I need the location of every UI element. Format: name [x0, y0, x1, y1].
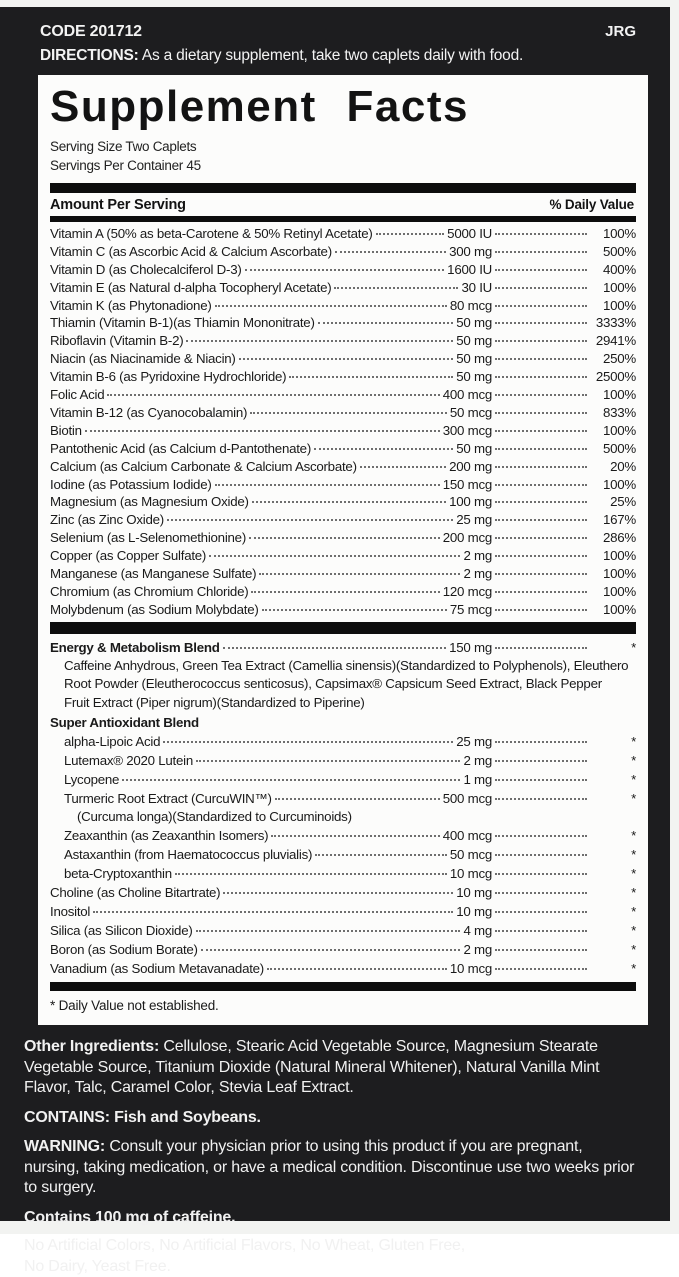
ingredient-daily-value: * — [631, 923, 636, 939]
ingredient-amount: 50 mg — [456, 333, 492, 349]
ingredient-daily-value: 25% — [610, 494, 636, 510]
ingredient-daily-value: * — [631, 752, 636, 768]
dot-leader — [495, 892, 587, 894]
table-row — [50, 902, 636, 921]
dot-leader — [495, 798, 587, 800]
table-row — [50, 826, 636, 845]
table-row — [50, 458, 636, 476]
dot-leader — [495, 779, 587, 781]
ingredient-amount: 500 mcg — [442, 790, 492, 806]
daily-value-header: % Daily Value — [549, 196, 634, 212]
caffeine-statement: Contains 100 mg of caffeine. — [24, 1208, 236, 1226]
table-row — [50, 751, 636, 770]
table-row — [50, 845, 636, 864]
dot-leader — [495, 358, 587, 360]
dot-leader — [215, 305, 447, 307]
table-row — [50, 638, 636, 657]
ingredient-name: Vitamin K (as Phytonadione) — [50, 297, 212, 313]
ingredient-amount: 10 mg — [456, 885, 492, 901]
ingredient-daily-value: * — [631, 828, 636, 844]
dot-leader — [495, 968, 587, 970]
ingredient-name: Vanadium (as Sodium Metavanadate) — [50, 961, 264, 977]
table-row — [50, 332, 636, 350]
ingredient-daily-value: * — [631, 771, 636, 787]
ingredient-daily-value: * — [631, 866, 636, 882]
contains-statement: CONTAINS: Fish and Soybeans. — [24, 1108, 261, 1126]
ingredient-daily-value: 833% — [602, 404, 636, 420]
table-row — [50, 583, 636, 601]
dot-leader — [251, 591, 439, 593]
dot-leader — [495, 573, 587, 575]
ingredient-name: Selenium (as L-Selenomethionine) — [50, 530, 246, 546]
ingredient-amount: 2 mg — [463, 548, 492, 564]
table-row — [50, 713, 636, 732]
region-code: JRG — [605, 23, 636, 40]
dot-leader — [495, 466, 587, 468]
dot-leader — [495, 305, 587, 307]
ingredient-name: Calcium (as Calcium Carbonate & Calcium Ascorbate) — [50, 458, 357, 474]
dot-leader — [495, 555, 587, 557]
ingredient-daily-value: 100% — [602, 584, 636, 599]
table-row — [50, 511, 636, 529]
ingredient-amount: 50 mg — [456, 315, 492, 331]
ingredient-name: Thiamin (Vitamin B-1)(as Thiamin Mononitrate) — [50, 315, 315, 331]
dot-leader — [495, 448, 587, 450]
ingredient-daily-value: 2941% — [595, 333, 636, 349]
dot-leader — [495, 233, 587, 235]
table-row — [50, 297, 636, 315]
ingredient-name: Zeaxanthin (as Zeaxanthin Isomers) — [64, 828, 269, 844]
dot-leader — [314, 448, 453, 450]
ingredient-daily-value: 100% — [602, 297, 636, 313]
dot-leader — [262, 609, 447, 611]
table-row — [50, 921, 636, 940]
ingredient-daily-value: * — [631, 961, 636, 977]
dot-leader — [318, 322, 454, 324]
warning-statement — [24, 1137, 640, 1199]
ingredient-daily-value: * — [631, 733, 636, 749]
directions-label: DIRECTIONS: — [40, 47, 139, 64]
ingredient-daily-value: 100% — [602, 476, 636, 492]
daily-value-footnote: * Daily Value not established. — [50, 998, 219, 1014]
dot-leader — [495, 430, 587, 432]
table-row — [50, 279, 636, 297]
ingredient-name: Chromium (as Chromium Chloride) — [50, 584, 249, 599]
table-header-row — [50, 193, 636, 216]
table-row — [50, 386, 636, 404]
ingredient-daily-value: 100% — [602, 225, 636, 241]
ingredient-amount: 2 mg — [463, 752, 492, 768]
other-ingredients-label: Other Ingredients: — [24, 1038, 160, 1056]
label-footer — [0, 1025, 670, 1277]
table-row — [50, 261, 636, 279]
table-row — [50, 565, 636, 583]
dot-leader — [376, 233, 445, 235]
dot-leader — [289, 376, 453, 378]
dot-leader — [93, 911, 453, 913]
dot-leader — [495, 322, 587, 324]
ingredient-amount: 10 mg — [456, 904, 492, 920]
table-row — [50, 422, 636, 440]
ingredient-name: Lycopene — [64, 771, 120, 787]
ingredient-daily-value: * — [631, 790, 636, 806]
ingredient-daily-value: 100% — [602, 566, 636, 582]
ingredient-name: Lutemax® 2020 Lutein — [64, 752, 193, 768]
warning-text: Consult your physician prior to using this product if you are pregnant, nursing, taking medication, or have a medical condition. Discontinue use two weeks prior to surgery. — [24, 1138, 635, 1197]
dot-leader — [201, 949, 461, 951]
ingredient-amount: 200 mcg — [442, 530, 492, 546]
dot-leader — [175, 873, 447, 875]
dot-leader — [196, 760, 460, 762]
ingredient-name: beta-Cryptoxanthin — [64, 866, 172, 882]
ingredient-daily-value: 20% — [610, 458, 636, 474]
ingredient-daily-value: 100% — [602, 601, 636, 617]
ingredient-name: Biotin — [50, 422, 82, 438]
ingredient-daily-value: * — [631, 639, 636, 655]
dot-leader — [167, 519, 453, 521]
dot-leader — [495, 340, 587, 342]
ingredient-daily-value: 400% — [602, 261, 636, 277]
other-ingredients — [24, 1037, 640, 1099]
table-row — [50, 368, 636, 386]
other-ingredients-text: Cellulose, Stearic Acid Vegetable Source, Magnesium Stearate Vegetable Source, Titanium Dioxide (Natural Mineral Whitener), Natural Vanilla Mint Flavor, Talc, Caramel Color, Stevia Leaf Extract. — [24, 1038, 600, 1097]
dot-leader — [495, 251, 587, 253]
ingredient-amount: 10 mcg — [449, 961, 492, 977]
supplement-facts-panel — [38, 75, 648, 1025]
ingredient-daily-value: * — [631, 942, 636, 958]
dot-leader — [495, 835, 587, 837]
ingredient-amount: 300 mcg — [442, 422, 492, 438]
supplement-facts-title: Supplement Facts — [50, 82, 469, 131]
dot-leader — [275, 798, 440, 800]
table-row — [50, 314, 636, 332]
ingredient-daily-value: 500% — [602, 440, 636, 456]
table-row — [50, 243, 636, 261]
dot-leader — [186, 340, 453, 342]
ingredient-name: alpha-Lipoic Acid — [64, 733, 161, 749]
dot-leader — [107, 394, 439, 396]
dot-leader — [495, 911, 587, 913]
dot-leader — [495, 287, 587, 289]
table-row — [50, 493, 636, 511]
ingredient-daily-value: 250% — [602, 351, 636, 367]
ingredient-amount: 400 mcg — [442, 828, 492, 844]
dot-leader — [495, 269, 587, 271]
table-row — [50, 225, 636, 243]
dot-leader — [495, 949, 587, 951]
dot-leader — [495, 760, 587, 762]
ingredient-name: Molybdenum (as Sodium Molybdate) — [50, 601, 259, 617]
dot-leader — [223, 647, 447, 649]
divider-bar — [50, 183, 636, 193]
dot-leader — [495, 741, 587, 743]
ingredient-daily-value: 3333% — [595, 315, 636, 331]
ingredient-name: Riboflavin (Vitamin B-2) — [50, 333, 184, 349]
ingredient-name: Vitamin E (as Natural d-alpha Tocopheryl Acetate) — [50, 279, 332, 295]
ingredient-table — [50, 222, 636, 991]
table-row — [50, 789, 636, 808]
ingredient-name: Pantothenic Acid (as Calcium d-Pantothenate) — [50, 440, 312, 456]
table-row — [50, 476, 636, 494]
dot-leader — [335, 251, 446, 253]
divider-bar — [50, 622, 636, 634]
ingredient-name: Zinc (as Zinc Oxide) — [50, 512, 164, 528]
ingredient-amount: 1600 IU — [447, 261, 492, 277]
ingredient-daily-value: 2500% — [595, 369, 636, 385]
divider-bar — [50, 982, 636, 991]
table-row — [50, 529, 636, 547]
table-row — [50, 404, 636, 422]
ingredient-amount: 25 mg — [456, 512, 492, 528]
ingredient-daily-value: 100% — [602, 548, 636, 564]
ingredient-amount: 4 mg — [463, 923, 492, 939]
dot-leader — [250, 412, 447, 414]
ingredient-amount: 2 mg — [463, 566, 492, 582]
ingredient-amount: 30 IU — [461, 279, 492, 295]
ingredient-amount: 50 mg — [456, 440, 492, 456]
ingredient-amount: 25 mg — [456, 733, 492, 749]
ingredient-daily-value: * — [631, 847, 636, 863]
ingredient-name: Niacin (as Niacinamide & Niacin) — [50, 351, 236, 367]
ingredient-amount: 5000 IU — [447, 225, 492, 241]
ingredient-daily-value: 100% — [602, 422, 636, 438]
ingredient-name: Boron (as Sodium Borate) — [50, 942, 198, 958]
ingredient-amount: 50 mcg — [449, 847, 492, 863]
dot-leader — [249, 537, 440, 539]
ingredient-name: Turmeric Root Extract (CurcuWIN™) — [64, 790, 272, 806]
ingredient-amount: 200 mg — [449, 458, 492, 474]
dot-leader — [495, 591, 587, 593]
ingredient-amount: 50 mcg — [449, 404, 492, 420]
dot-leader — [239, 358, 454, 360]
dot-leader — [360, 466, 446, 468]
dot-leader — [495, 537, 587, 539]
ingredient-amount: 120 mcg — [442, 584, 492, 599]
ingredient-name: Folic Acid — [50, 387, 105, 403]
dot-leader — [245, 269, 445, 271]
warning-label: WARNING: — [24, 1138, 106, 1156]
ingredient-name: Iodine (as Potassium Iodide) — [50, 476, 212, 492]
ingredient-amount: 1 mg — [463, 771, 492, 787]
ingredient-amount: 2 mg — [463, 942, 492, 958]
table-row — [50, 883, 636, 902]
dot-leader — [315, 854, 447, 856]
blend-description: (Curcuma longa)(Standardized to Curcuminoids) — [77, 808, 352, 824]
dot-leader — [495, 484, 587, 486]
ingredient-name: Choline (as Choline Bitartrate) — [50, 885, 221, 901]
servings-per-container: Servings Per Container 45 — [50, 157, 201, 173]
product-code: CODE 201712 — [40, 23, 142, 40]
table-row — [50, 940, 636, 959]
directions-text: As a dietary supplement, take two caplets daily with food. — [141, 47, 524, 64]
dot-leader — [122, 779, 460, 781]
ingredient-name: Super Antioxidant Blend — [50, 714, 199, 730]
ingredient-name: Silica (as Silicon Dioxide) — [50, 923, 193, 939]
table-row — [50, 440, 636, 458]
ingredient-name: Copper (as Copper Sulfate) — [50, 548, 207, 564]
table-row — [50, 770, 636, 789]
ingredient-amount: 50 mg — [456, 351, 492, 367]
table-row — [50, 350, 636, 368]
dot-leader — [495, 394, 587, 396]
ingredient-amount: 400 mcg — [442, 387, 492, 403]
table-row — [50, 959, 636, 978]
table-row — [50, 547, 636, 565]
ingredient-name: Astaxanthin (from Haematococcus pluvialis) — [64, 847, 313, 863]
claims-line-2: No Dairy, Yeast Free. — [24, 1257, 171, 1275]
claims-statement — [24, 1236, 640, 1277]
dot-leader — [259, 573, 460, 575]
ingredient-daily-value: 286% — [602, 530, 636, 546]
ingredient-name: Vitamin B-12 (as Cyanocobalamin) — [50, 404, 248, 420]
dot-leader — [495, 412, 587, 414]
ingredient-name: Inositol — [50, 904, 91, 920]
ingredient-amount: 100 mg — [449, 494, 492, 510]
ingredient-name: Vitamin A (50% as beta-Carotene & 50% Retinyl Acetate) — [50, 225, 373, 241]
ingredient-name: Magnesium (as Magnesium Oxide) — [50, 494, 249, 510]
ingredient-daily-value: 500% — [602, 243, 636, 259]
ingredient-amount: 300 mg — [449, 243, 492, 259]
serving-size: Serving Size Two Caplets — [50, 138, 197, 154]
ingredient-daily-value: 100% — [602, 387, 636, 403]
ingredient-name: Vitamin B-6 (as Pyridoxine Hydrochloride) — [50, 369, 287, 385]
ingredient-name: Energy & Metabolism Blend — [50, 639, 220, 655]
dot-leader — [209, 555, 460, 557]
dot-leader — [495, 376, 587, 378]
table-row — [50, 601, 636, 619]
dot-leader — [495, 854, 587, 856]
ingredient-amount: 75 mcg — [449, 601, 492, 617]
dot-leader — [271, 835, 439, 837]
table-row — [50, 864, 636, 883]
ingredient-name: Manganese (as Manganese Sulfate) — [50, 566, 257, 582]
ingredient-daily-value: 100% — [602, 279, 636, 295]
dot-leader — [495, 501, 587, 503]
dot-leader — [163, 741, 453, 743]
ingredient-amount: 50 mg — [456, 369, 492, 385]
dot-leader — [223, 892, 453, 894]
dot-leader — [215, 484, 440, 486]
dot-leader — [252, 501, 446, 503]
ingredient-name: Vitamin C (as Ascorbic Acid & Calcium Ascorbate) — [50, 243, 332, 259]
ingredient-amount: 10 mcg — [449, 866, 492, 882]
blend-description: Caffeine Anhydrous, Green Tea Extract (Camellia sinensis)(Standardized to Polyphenols), Eleuthero Root Powder (Eleutherococcus senticosus), Capsimax® Capsicum Seed Extract, Black Pepper Fruit Extract (Piper nigrum)(Standardized to Piperine) — [64, 657, 629, 710]
ingredient-amount: 80 mcg — [449, 297, 492, 313]
dot-leader — [267, 968, 447, 970]
dot-leader — [495, 647, 587, 649]
dot-leader — [495, 873, 587, 875]
claims-line-1: No Artificial Colors, No Artificial Flavors, No Wheat, Gluten Free, — [24, 1237, 465, 1255]
ingredient-daily-value: * — [631, 885, 636, 901]
label-panel — [0, 7, 670, 1275]
directions-line — [40, 47, 636, 65]
dot-leader — [495, 930, 587, 932]
ingredient-name: Vitamin D (as Cholecalciferol D-3) — [50, 261, 242, 277]
ingredient-daily-value: * — [631, 904, 636, 920]
ingredient-amount: 150 mg — [449, 639, 492, 655]
amount-per-serving-header: Amount Per Serving — [50, 196, 186, 213]
label-header — [0, 7, 670, 65]
table-row — [50, 732, 636, 751]
ingredient-amount: 150 mcg — [442, 476, 492, 492]
dot-leader — [495, 609, 587, 611]
ingredient-daily-value: 167% — [602, 512, 636, 528]
dot-leader — [196, 930, 461, 932]
dot-leader — [85, 430, 440, 432]
dot-leader — [334, 287, 458, 289]
dot-leader — [495, 519, 587, 521]
